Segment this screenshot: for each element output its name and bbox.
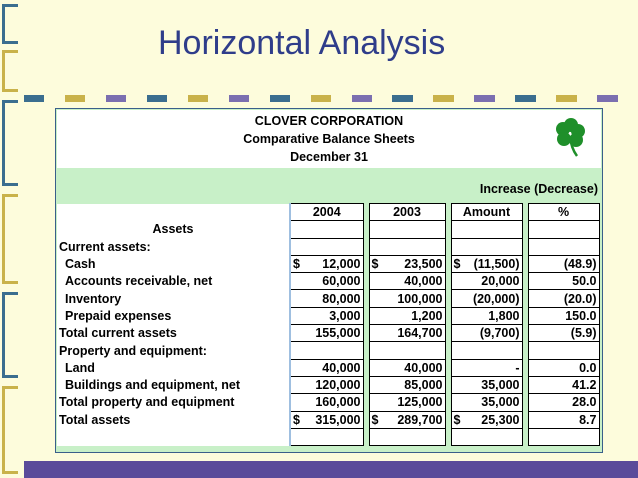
row-label: Property and equipment: — [57, 342, 290, 359]
col-2004: 2004 — [290, 204, 363, 221]
value: 120,000 — [315, 378, 361, 393]
table-row — [57, 359, 599, 376]
value: 60,000 — [322, 274, 361, 289]
value: 3,000 — [329, 308, 361, 323]
cell-amount — [451, 376, 522, 393]
currency-sign: $ — [293, 412, 300, 427]
table-row — [57, 273, 599, 290]
cell-amount — [451, 290, 522, 307]
value: 40,000 — [404, 360, 443, 375]
value: 40,000 — [404, 274, 443, 289]
value: 1,200 — [411, 308, 443, 323]
table-row — [57, 342, 599, 359]
currency-sign: $ — [453, 412, 461, 427]
col-percent: % — [528, 204, 599, 221]
value: 35,000 — [481, 378, 520, 393]
balance-sheet-table — [57, 203, 600, 446]
cell-amount — [451, 238, 522, 255]
cell-amount — [451, 307, 522, 324]
cell-2003 — [369, 394, 445, 411]
cell-percent: 0.0 — [528, 359, 599, 376]
cell-2004 — [290, 290, 363, 307]
cell-2004 — [290, 376, 363, 393]
cell-percent: (5.9) — [528, 325, 599, 342]
cell-2004 — [290, 359, 363, 376]
row-label: Assets — [57, 221, 290, 238]
value: 100,000 — [397, 291, 443, 306]
cell-2004 — [290, 394, 363, 411]
row-label: Accounts receivable, net — [57, 273, 290, 290]
table-row — [57, 411, 599, 428]
cell-amount — [451, 255, 522, 272]
value: 12,000 — [322, 257, 361, 272]
cell-amount — [451, 411, 522, 428]
currency-sign: $ — [293, 257, 300, 272]
value: 80,000 — [322, 291, 361, 306]
decor-bracket — [2, 4, 18, 44]
value: (11,500) — [473, 257, 520, 272]
cell-2004 — [290, 342, 363, 359]
value: (9,700) — [479, 326, 520, 341]
cell-2003 — [369, 428, 445, 445]
row-label: Total current assets — [57, 325, 290, 342]
value: 315,000 — [315, 412, 361, 427]
statement-name: Comparative Balance Sheets — [243, 132, 415, 146]
value: (20,000) — [472, 291, 520, 306]
increase-decrease-header: Increase (Decrease) — [479, 182, 598, 196]
table-row — [57, 290, 599, 307]
cell-amount — [451, 342, 522, 359]
slide-title: Horizontal Analysis — [158, 24, 446, 62]
table-row — [57, 307, 599, 324]
cell-2004 — [290, 273, 363, 290]
row-label — [57, 428, 290, 445]
statement-date: December 31 — [290, 150, 368, 164]
cell-2003 — [369, 359, 445, 376]
value: 160,000 — [315, 395, 361, 410]
cell-amount — [451, 394, 522, 411]
table-row — [57, 376, 599, 393]
row-label: Prepaid expenses — [57, 307, 290, 324]
cell-percent — [528, 238, 599, 255]
cell-percent — [528, 428, 599, 445]
cell-percent — [528, 221, 599, 238]
value: 155,000 — [315, 326, 361, 341]
cell-2004 — [290, 238, 363, 255]
value: 40,000 — [322, 360, 361, 375]
table-row — [57, 394, 599, 411]
cell-amount — [451, 428, 522, 445]
cell-2003 — [369, 411, 445, 428]
cell-2003 — [369, 307, 445, 324]
table-row — [57, 428, 599, 445]
table-row — [57, 325, 599, 342]
decor-bracket — [2, 194, 18, 284]
bottom-bar — [24, 461, 638, 478]
cell-2004 — [290, 411, 363, 428]
cell-amount — [451, 221, 522, 238]
col-amount: Amount — [451, 204, 522, 221]
value: 25,300 — [481, 412, 520, 427]
cell-2003 — [369, 325, 445, 342]
cell-2004 — [290, 325, 363, 342]
decor-bracket — [2, 292, 18, 378]
cell-2003 — [369, 273, 445, 290]
row-label: Total property and equipment — [57, 394, 290, 411]
cell-percent: 50.0 — [528, 273, 599, 290]
cell-2003 — [369, 342, 445, 359]
cell-2004 — [290, 221, 363, 238]
row-label: Current assets: — [57, 238, 290, 255]
column-header-row — [57, 204, 599, 221]
cell-amount — [451, 359, 522, 376]
clover-icon — [549, 116, 591, 158]
balance-sheet-panel — [55, 108, 603, 453]
value: 23,500 — [404, 257, 443, 272]
value: - — [515, 360, 520, 375]
row-label: Cash — [57, 255, 290, 272]
decor-bracket — [2, 100, 18, 186]
col-2003: 2003 — [369, 204, 445, 221]
cell-2003 — [369, 376, 445, 393]
value: 289,700 — [397, 412, 443, 427]
cell-percent — [528, 342, 599, 359]
table-row — [57, 255, 599, 272]
row-label: Inventory — [57, 290, 290, 307]
value: 125,000 — [397, 395, 443, 410]
cell-2003 — [369, 221, 445, 238]
cell-percent: 150.0 — [528, 307, 599, 324]
value: 164,700 — [397, 326, 443, 341]
cell-2003 — [369, 290, 445, 307]
table-row — [57, 221, 599, 238]
left-decoration — [0, 0, 24, 478]
cell-percent: 28.0 — [528, 394, 599, 411]
cell-percent: 8.7 — [528, 411, 599, 428]
value: 20,000 — [481, 274, 520, 289]
statement-header — [57, 110, 601, 168]
cell-2003 — [369, 238, 445, 255]
cell-percent: (48.9) — [528, 255, 599, 272]
row-label: Land — [57, 359, 290, 376]
cell-percent: (20.0) — [528, 290, 599, 307]
currency-sign: $ — [371, 257, 379, 272]
value: 1,800 — [488, 308, 520, 323]
currency-sign: $ — [453, 257, 461, 272]
table-row — [57, 238, 599, 255]
currency-sign: $ — [371, 412, 379, 427]
cell-2004 — [290, 255, 363, 272]
value: 35,000 — [481, 395, 520, 410]
company-name: CLOVER CORPORATION — [254, 114, 404, 128]
decor-bracket — [2, 386, 18, 474]
cell-2003 — [369, 255, 445, 272]
decor-bracket — [2, 50, 18, 92]
cell-2004 — [290, 307, 363, 324]
row-label: Total assets — [57, 411, 290, 428]
cell-2004 — [290, 428, 363, 445]
cell-amount — [451, 273, 522, 290]
cell-amount — [451, 325, 522, 342]
row-label: Buildings and equipment, net — [57, 376, 290, 393]
value: 85,000 — [404, 378, 443, 393]
cell-percent: 41.2 — [528, 376, 599, 393]
decorative-band — [24, 95, 638, 102]
